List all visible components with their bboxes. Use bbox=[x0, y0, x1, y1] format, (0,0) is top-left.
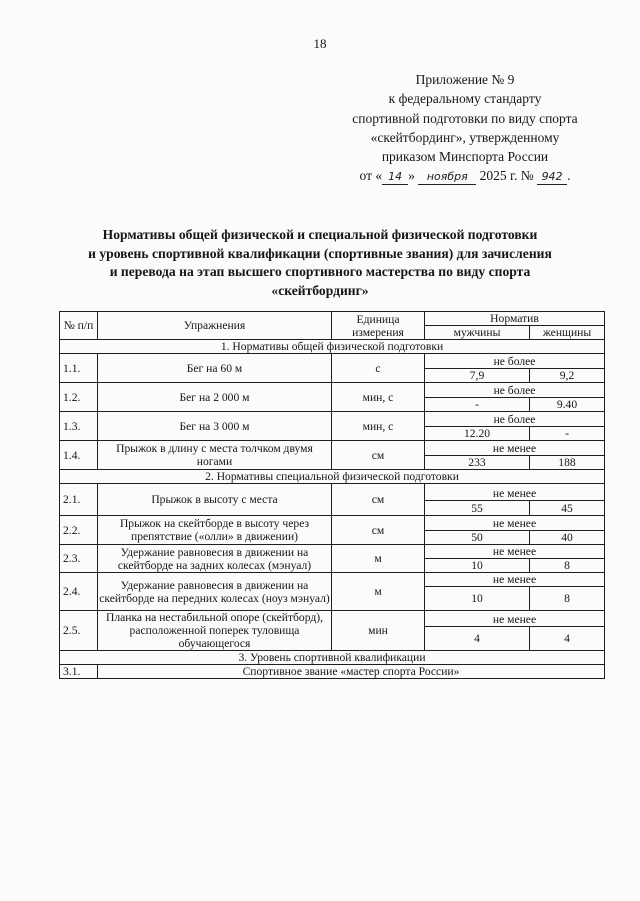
order-mid: » bbox=[408, 168, 415, 184]
row-men: 7,9 bbox=[425, 369, 530, 383]
row-unit: см bbox=[332, 484, 425, 516]
row-unit: см bbox=[332, 441, 425, 470]
row-exercise: Планка на нестабильной опоре (скейтборд), расположенной поперек туловища обучающегося bbox=[98, 611, 332, 651]
row-exercise: Удержание равновесия в движении на скейтборде на передних колесах (ноуз мэнуал) bbox=[98, 573, 332, 611]
document-title bbox=[70, 226, 570, 300]
row-exercise: Бег на 2 000 м bbox=[98, 383, 332, 412]
header-num: № п/п bbox=[60, 312, 98, 340]
section-title: 1. Нормативы общей физической подготовки bbox=[60, 340, 605, 354]
section-row bbox=[60, 651, 605, 665]
row-women: 8 bbox=[530, 559, 605, 573]
order-prefix: от « bbox=[359, 168, 383, 184]
order-year: 2025 г. № bbox=[479, 168, 534, 184]
title-line: и уровень спортивной квалификации (спортивные звания) для зачисления bbox=[88, 245, 552, 261]
table-row bbox=[60, 383, 605, 398]
row-condition: не более bbox=[425, 354, 605, 369]
row-number: 1.1. bbox=[60, 354, 98, 383]
row-condition: не менее bbox=[425, 484, 605, 501]
title-line: и перевода на этап высшего спортивного мастерства по виду спорта bbox=[109, 264, 531, 280]
row-exercise: Прыжок на скейтборде в высоту через препятствие («олли» в движении) bbox=[98, 516, 332, 545]
row-exercise: Прыжок в длину с места толчком двумя ногами bbox=[98, 441, 332, 470]
row-unit: м bbox=[332, 573, 425, 611]
row-unit: мин, с bbox=[332, 412, 425, 441]
row-women: 188 bbox=[530, 456, 605, 470]
row-number: 2.4. bbox=[60, 573, 98, 611]
row-condition: не более bbox=[425, 383, 605, 398]
row-condition: не менее bbox=[425, 545, 605, 559]
appendix-header bbox=[340, 70, 590, 186]
section-title: 3. Уровень спортивной квалификации bbox=[60, 651, 605, 665]
row-women: 40 bbox=[530, 531, 605, 545]
row-unit: мин bbox=[332, 611, 425, 651]
table-row bbox=[60, 516, 605, 531]
row-women: - bbox=[530, 427, 605, 441]
table-row bbox=[60, 441, 605, 456]
table-row bbox=[60, 665, 605, 679]
row-number: 2.5. bbox=[60, 611, 98, 651]
appendix-title: Приложение № 9 bbox=[415, 72, 515, 87]
header-exercise: Упражнения bbox=[98, 312, 332, 340]
section-row bbox=[60, 340, 605, 354]
row-men: 4 bbox=[425, 626, 530, 650]
row-number: 2.2. bbox=[60, 516, 98, 545]
row-exercise: Бег на 60 м bbox=[98, 354, 332, 383]
row-exercise: Бег на 3 000 м bbox=[98, 412, 332, 441]
row-men: 50 bbox=[425, 531, 530, 545]
row-number: 2.3. bbox=[60, 545, 98, 573]
section-row bbox=[60, 470, 605, 484]
header-norm: Норматив bbox=[425, 312, 605, 326]
row-condition: не менее bbox=[425, 611, 605, 627]
row-women: 9.40 bbox=[530, 398, 605, 412]
header-unit: Единица измерения bbox=[332, 312, 425, 340]
row-women: 9,2 bbox=[530, 369, 605, 383]
row-number: 3.1. bbox=[60, 665, 98, 679]
table-row bbox=[60, 412, 605, 427]
order-number: 942 bbox=[537, 170, 567, 185]
header-row bbox=[60, 312, 605, 326]
row-men: 233 bbox=[425, 456, 530, 470]
row-men: 10 bbox=[425, 559, 530, 573]
row-unit: с bbox=[332, 354, 425, 383]
row-men: 12.20 bbox=[425, 427, 530, 441]
row-men: - bbox=[425, 398, 530, 412]
row-condition: не менее bbox=[425, 516, 605, 531]
order-end: . bbox=[567, 168, 571, 184]
appendix-line: спортивной подготовки по виду спорта bbox=[352, 110, 578, 126]
appendix-line: «скейтбординг», утвержденному bbox=[370, 129, 560, 145]
section-title: 2. Нормативы специальной физической подготовки bbox=[60, 470, 605, 484]
row-exercise: Спортивное звание «мастер спорта России» bbox=[98, 665, 605, 679]
row-number: 1.2. bbox=[60, 383, 98, 412]
row-condition: не менее bbox=[425, 441, 605, 456]
table-row bbox=[60, 354, 605, 369]
row-number: 1.3. bbox=[60, 412, 98, 441]
table-row bbox=[60, 611, 605, 627]
row-men: 10 bbox=[425, 587, 530, 611]
row-number: 1.4. bbox=[60, 441, 98, 470]
table-row bbox=[60, 573, 605, 587]
row-exercise: Прыжок в высоту с места bbox=[98, 484, 332, 516]
header-men: мужчины bbox=[425, 326, 530, 340]
header-women: женщины bbox=[530, 326, 605, 340]
row-women: 4 bbox=[530, 626, 605, 650]
row-exercise: Удержание равновесия в движении на скейтборде на задних колесах (мэнуал) bbox=[98, 545, 332, 573]
row-unit: см bbox=[332, 516, 425, 545]
row-men: 55 bbox=[425, 501, 530, 516]
page-number: 18 bbox=[313, 36, 327, 51]
norms-table bbox=[59, 311, 605, 679]
row-condition: не более bbox=[425, 412, 605, 427]
row-women: 45 bbox=[530, 501, 605, 516]
order-line bbox=[340, 166, 590, 185]
title-line: Нормативы общей физической и специальной физической подготовки bbox=[102, 227, 538, 242]
row-women: 8 bbox=[530, 587, 605, 611]
order-month: ноября bbox=[418, 170, 476, 185]
appendix-line: к федеральному стандарту bbox=[388, 91, 542, 107]
appendix-line: приказом Минспорта России bbox=[381, 149, 549, 165]
title-line: «скейтбординг» bbox=[271, 282, 369, 298]
row-unit: м bbox=[332, 545, 425, 573]
row-condition: не менее bbox=[425, 573, 605, 587]
order-day: 14 bbox=[382, 170, 408, 185]
table-row bbox=[60, 484, 605, 501]
table-row bbox=[60, 545, 605, 559]
row-number: 2.1. bbox=[60, 484, 98, 516]
row-unit: мин, с bbox=[332, 383, 425, 412]
